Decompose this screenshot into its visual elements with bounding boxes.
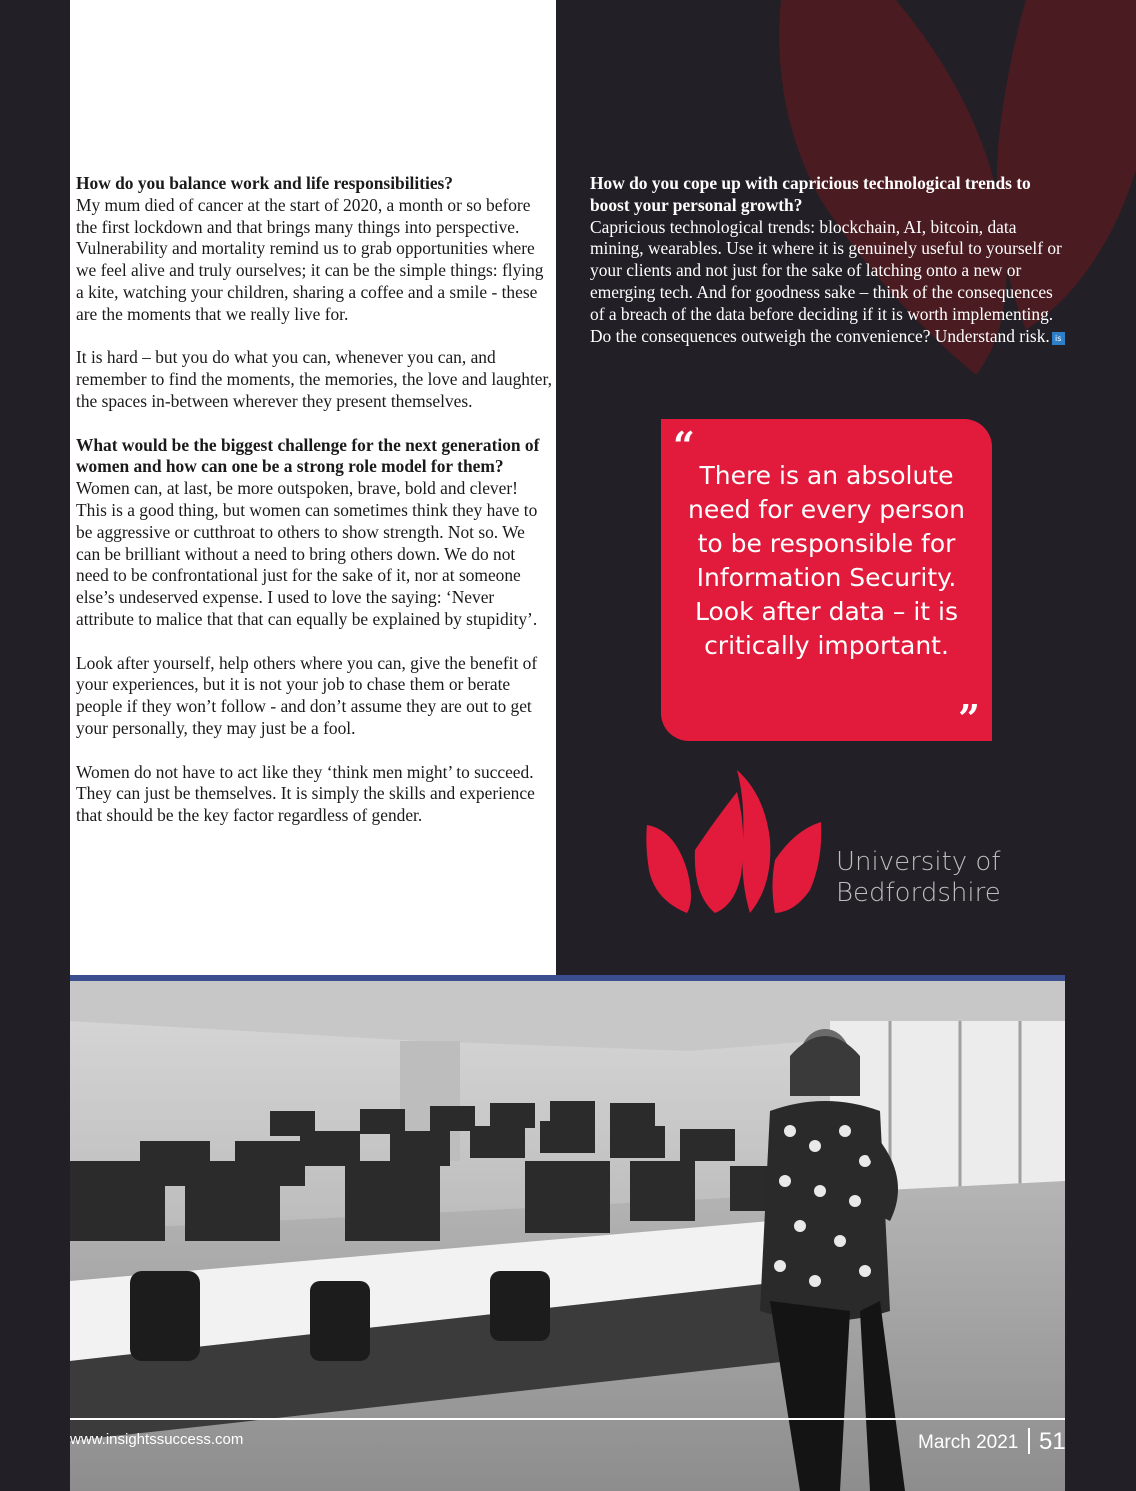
footer-issue-date: March 2021 xyxy=(918,1432,1019,1453)
pull-quote-text: There is an absolute need for every person to be responsible for Information Security. Look after data – it is critically important. xyxy=(687,461,965,660)
answer-tech-trends-text: Capricious technological trends: blockchain, AI, bitcoin, data mining, wearables. Use it where it is genuinely useful to yourself or your clients and not just for the sake of latching onto a new or emerging tech. And for goodness sake – think of the consequences of a breach of the data before deciding if it is worth implementing. Do the consequences outweigh the convenience? Understand risk. xyxy=(590,216,1062,346)
right-article-column xyxy=(590,173,1070,369)
question-tech-trends: How do you cope up with capricious technological trends to boost your personal growth? xyxy=(590,173,1031,215)
pull-quote xyxy=(661,419,992,741)
university-logo-icon xyxy=(645,770,825,915)
university-name-line2: Bedfordshire xyxy=(836,878,1001,908)
question-work-life: How do you balance work and life responsibilities? xyxy=(76,173,454,193)
answer-tech-trends xyxy=(590,217,1070,348)
left-article-column xyxy=(76,173,552,849)
footer-separator xyxy=(1028,1428,1030,1454)
university-name xyxy=(836,847,1001,909)
answer-work-life-p1: My mum died of cancer at the start of 2020, a month or so before the first lockdown and that brings many things into perspective. Vulnerability and mortality remind us to grab opportunities where we feel alive and truly ourselves; it can be the simple things: flying a kite, watching your children, sharing a coffee and a smile - these are the moments that we really live for. xyxy=(76,194,544,324)
university-name-line1: University of xyxy=(836,847,1001,877)
classroom-photo-illustration xyxy=(70,981,1065,1491)
close-quote-icon: ” xyxy=(958,696,980,741)
answer-next-generation-p2: Look after yourself, help others where you can, give the benefit of your experiences, but it is not your job to chase them or berate people if they won’t follow - and don’t assume they are out to get your personally, they may just be a fool. xyxy=(76,652,538,738)
footer-divider xyxy=(70,1418,1065,1420)
footer-page-number: 51 xyxy=(1039,1428,1066,1455)
footer-website-link[interactable]: www.insightssuccess.com xyxy=(70,1431,244,1448)
question-next-generation: What would be the biggest challenge for the next generation of women and how can one be a strong role model for them? xyxy=(76,434,540,477)
open-quote-icon: “ xyxy=(673,423,695,468)
answer-work-life-p2: It is hard – but you do what you can, whenever you can, and remember to find the moments, the memories, the love and laughter, the spaces in-between wherever they present themselves. xyxy=(76,347,552,411)
answer-next-generation-p3: Women do not have to act like they ‘think men might’ to succeed. They can just be themselves. It is simply the skills and experience that should be the key factor regardless of gender. xyxy=(76,761,535,826)
answer-next-generation-p1: Women can, at last, be more outspoken, brave, bold and clever! This is a good thing, but women can sometimes think they have to be aggressive or cutthroat to others to show strength. Not so. We can be brilliant without a need to bring others down. We do not need to be confrontational just for the sake of it, nor at someone else’s undeserved expense. I used to love the saying: ‘Never attribute to malice that that can equally be explained by stupidity’. xyxy=(76,478,538,629)
article-end-icon: is xyxy=(1052,332,1065,345)
classroom-photo xyxy=(70,981,1065,1491)
